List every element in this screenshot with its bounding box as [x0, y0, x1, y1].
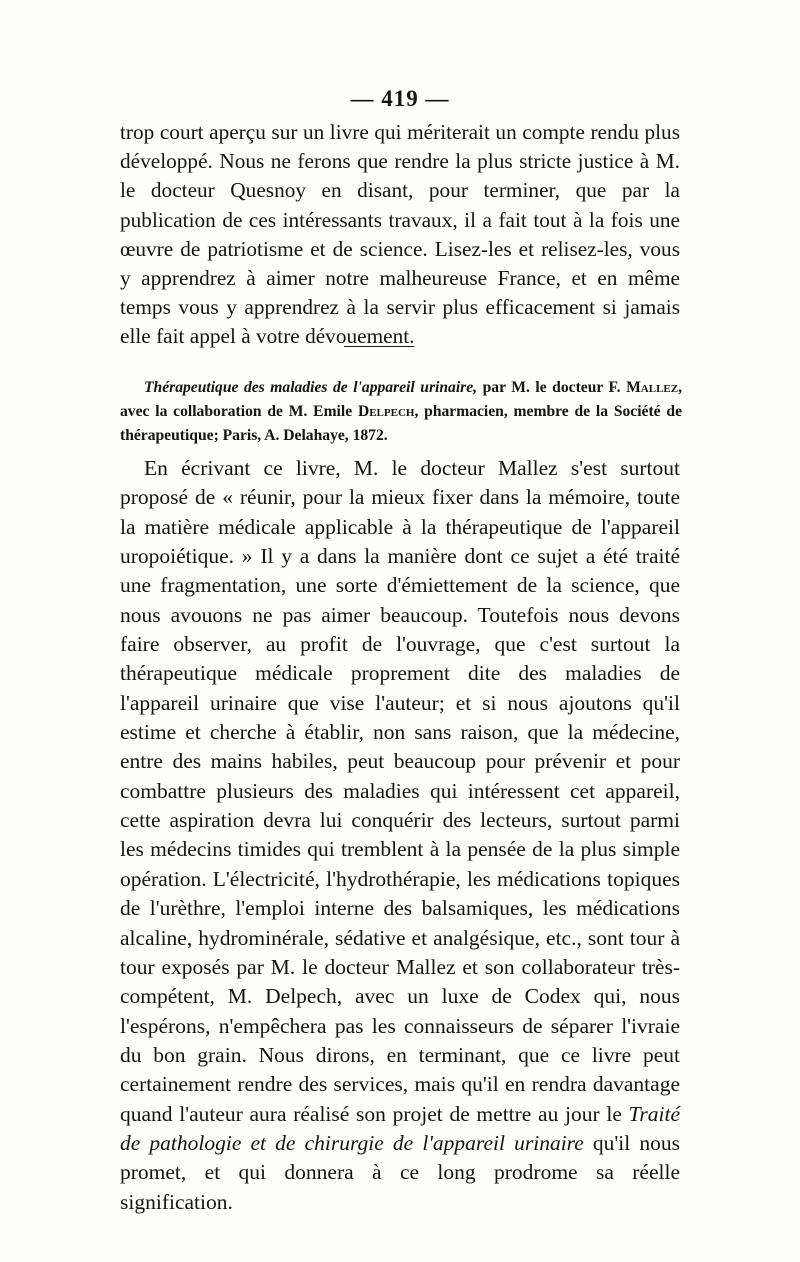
book-by: par M. le docteur F. [477, 379, 627, 396]
review-text-part-2: qu'il nous promet, et qui donnera à ce long prodrome sa réelle signification. [120, 1130, 680, 1214]
book-author: Mallez [626, 379, 679, 396]
review-paragraph [120, 454, 680, 1217]
book-collaboration: , avec la collaboration de M. Emile [120, 379, 682, 420]
section-separator [344, 346, 414, 347]
book-title: Thérapeutique des maladies de l'appareil urinaire, [144, 379, 478, 396]
intro-text-block [120, 118, 680, 352]
review-body-block [120, 454, 680, 1217]
review-text-part-1: En écrivant ce livre, M. le docteur Mallez s'est surtout proposé de « réunir, pour la mieux fixer dans la mémoire, toute la matière médicale applicable à la thérapeutique de l'appareil uropoiétique. » Il y a dans la manière dont ce sujet a été traité une fragmentation, une sorte d'émiettement de la science, que nous avouons ne pas aimer beaucoup. Toutefois nous devons faire observer, au profit de l'ouvrage, que c'est surtout la thérapeutique médicale proprement dite des maladies de l'appareil urinaire que vise l'auteur; et si nous ajoutons qu'il estime et cherche à établir, non sans raison, que la médecine, entre des mains habiles, peut beaucoup pour prévenir et pour combattre plusieurs des maladies qui intéressent cet appareil, cette aspiration devra lui conquérir des lecteurs, surtout parmi les médecins timides qui tremblent à la pensée de la plus simple opération. L'électricité, l'hydrothérapie, les médications topiques de l'urèthre, l'emploi interne des balsamiques, les médications alcaline, hydrominérale, sédative et analgésique, etc., sont tour à tour exposés par M. le docteur Mallez et son collaborateur très-compétent, M. Delpech, avec un luxe de Codex qui, nous l'espérons, n'empêchera pas les connaisseurs de séparer l'ivraie du bon grain. Nous dirons, en terminant, que ce livre peut certainement rendre des services, mais qu'il en rendra davantage quand l'auteur aura réalisé son projet de mettre au jour le [120, 456, 680, 1126]
book-publication-info: , pharmacien, membre de la Société de thérapeutique; Paris, A. Delahaye, 1872. [120, 403, 682, 444]
book-collaborator: Delpech [357, 403, 415, 420]
intro-paragraph: trop court aperçu sur un livre qui mériterait un compte rendu plus développé. Nous ne ferons que rendre la plus stricte justice à M. le docteur Quesnoy en disant, pour terminer, que par la publication de ces intéressants travaux, il a fait tout à la fois une œuvre de patriotisme et de science. Lisez-les et relisez-les, vous y apprendrez à aimer notre malheureuse France, et en même temps vous y apprendrez à la servir plus efficacement si jamais elle fait appel à votre dévouement. [120, 120, 680, 349]
bibliographic-reference [120, 376, 682, 448]
page-number: — 419 — [350, 86, 450, 111]
referenced-treatise-title: Traité de pathologie et de chirurgie de l'appareil urinaire [120, 1101, 680, 1155]
